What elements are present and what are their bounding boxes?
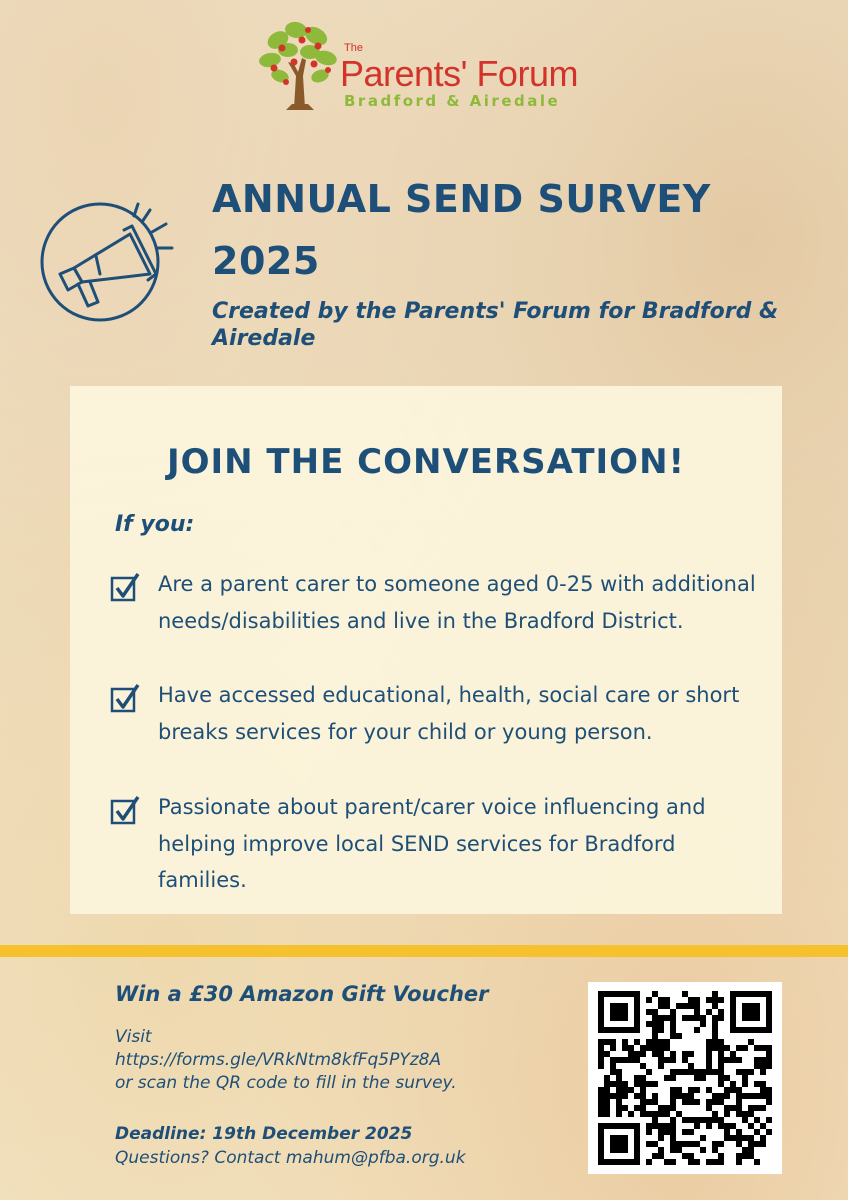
checkbox-tick-icon — [110, 572, 140, 602]
qr-code-icon — [588, 982, 782, 1174]
deadline-text: Deadline: 19th December 2025 — [115, 1124, 413, 1144]
panel-heading: JOIN THE CONVERSATION! — [166, 442, 686, 482]
criteria-text: Have accessed educational, health, social care or short breaks services for your child or young person. — [158, 683, 740, 744]
logo-the-text: The — [344, 42, 363, 54]
prize-text: Win a £30 Amazon Gift Voucher — [115, 982, 489, 1006]
checkbox-tick-icon — [110, 683, 140, 713]
survey-link[interactable]: https://forms.gle/VRkNtm8kfFq5PYz8A — [115, 1050, 442, 1070]
criteria-text: Are a parent carer to someone aged 0-25 with additional needs/disabilities and live in the Bradford District. — [158, 572, 756, 633]
megaphone-icon — [38, 190, 178, 330]
qr-code[interactable] — [588, 982, 782, 1174]
survey-title: ANNUAL SEND SURVEY 2025 — [212, 177, 711, 283]
contact-text: Questions? Contact mahum@pfba.org.uk — [115, 1148, 466, 1168]
logo-name-text: Parents' Forum — [340, 53, 578, 94]
logo-subtitle-text: Bradford & Airedale — [344, 92, 561, 110]
visit-instructions — [115, 1026, 585, 1095]
criteria-text: Passionate about parent/carer voice influencing and helping improve local SEND services for Bradford families. — [158, 795, 706, 892]
scan-instructions: or scan the QR code to fill in the survey. — [115, 1073, 457, 1093]
checkbox-tick-icon — [110, 795, 140, 825]
parents-forum-logo — [258, 18, 608, 114]
survey-subtitle: Created by the Parents' Forum for Bradford & Airedale — [212, 299, 779, 351]
if-you-label: If you: — [115, 512, 195, 537]
yellow-divider — [0, 945, 848, 957]
visit-label: Visit — [115, 1027, 152, 1047]
tree-logo-icon — [258, 18, 340, 114]
